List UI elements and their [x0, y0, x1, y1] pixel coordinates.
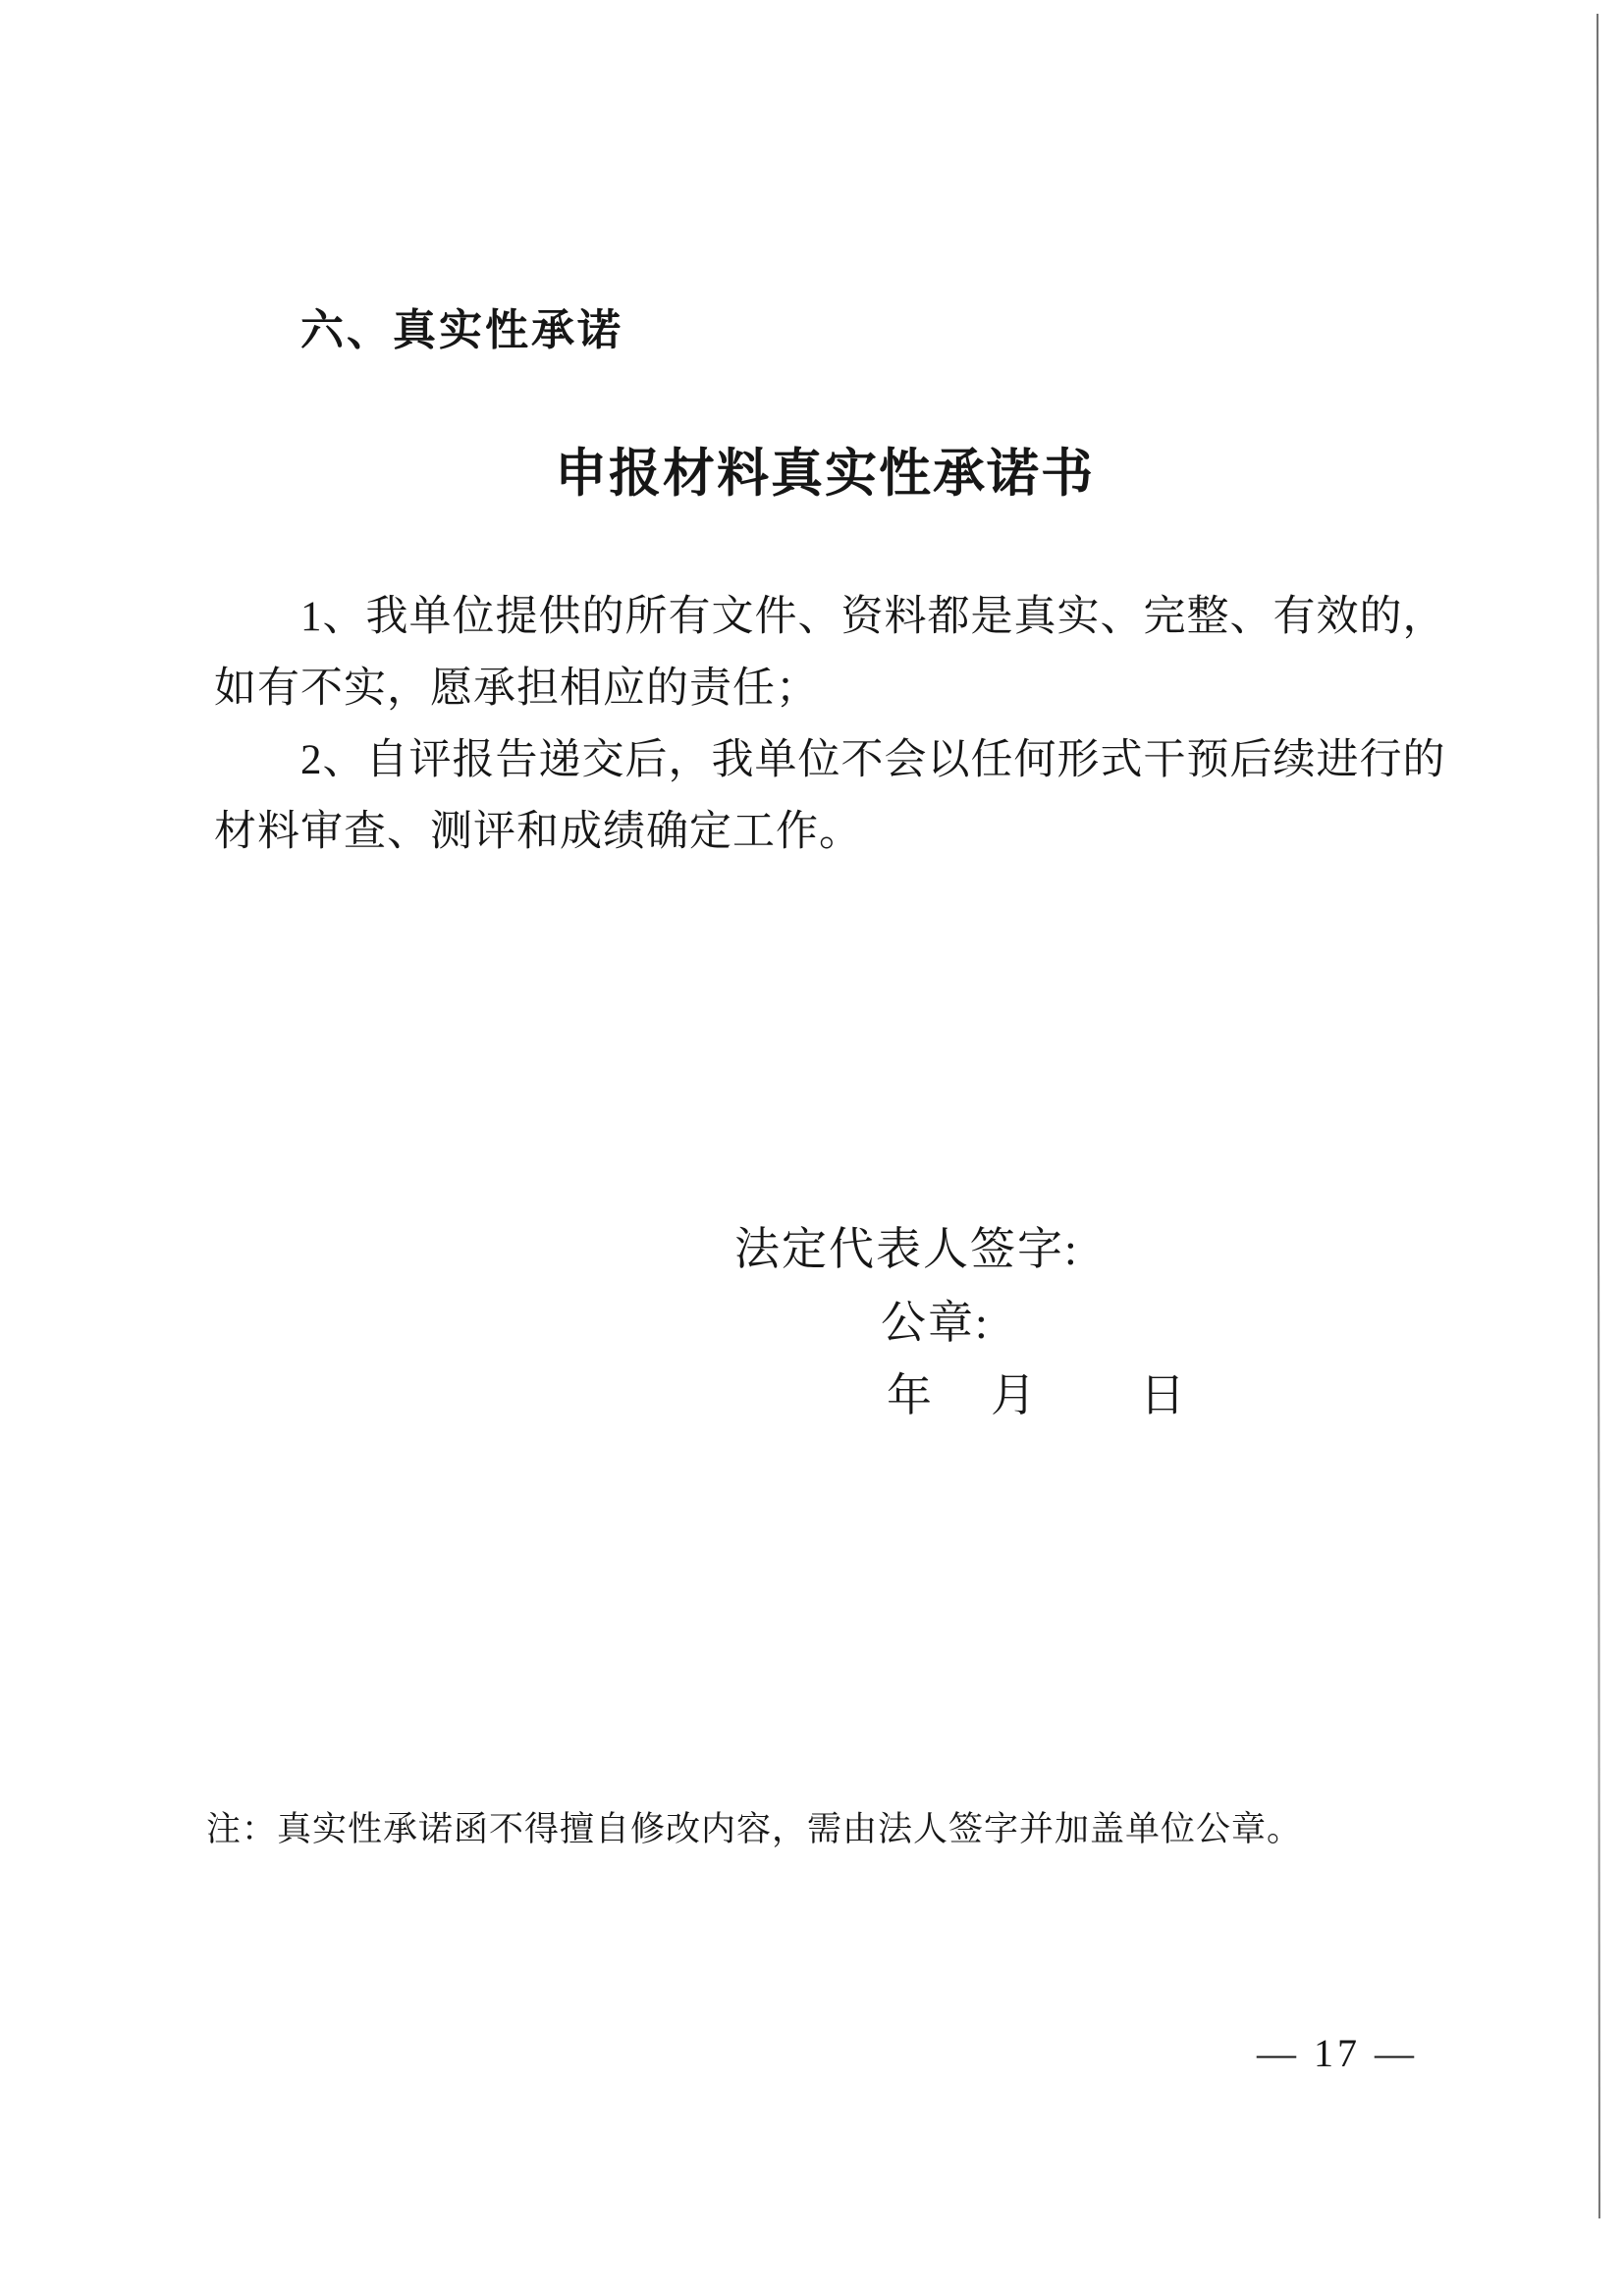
official-seal-label: 公章: [881, 1298, 990, 1348]
date-line [887, 1360, 1187, 1424]
paragraph-1-line-2: 如有不实，愿承担相应的责任； [214, 666, 819, 712]
date-month-label: 月 [991, 1370, 1038, 1420]
body-text [214, 581, 1446, 868]
paragraph-2-line-1: 2、自评报告递交后，我单位不会以任何形式干预后续进行的 [300, 737, 1446, 783]
date-day-label: 日 [1140, 1370, 1187, 1420]
date-year-label: 年 [887, 1370, 934, 1420]
footnote: 注：真实性承诺函不得擅自修改内容，需由法人签字并加盖单位公章。 [206, 1810, 1303, 1848]
paragraph-2-line-2: 材料审查、测评和成绩确定工作。 [214, 809, 862, 855]
page-number: — 17 — [1257, 2031, 1418, 2075]
legal-representative-signature-label: 法定代表人签字: [734, 1224, 1079, 1274]
paragraph-1-line-1: 1、我单位提供的所有文件、资料都是真实、完整、有效的， [300, 594, 1446, 640]
scan-artifact-line [1597, 14, 1600, 2218]
page-title: 申报材料真实性承诺书 [555, 445, 1095, 503]
section-heading: 六、真实性承诺 [300, 306, 623, 354]
